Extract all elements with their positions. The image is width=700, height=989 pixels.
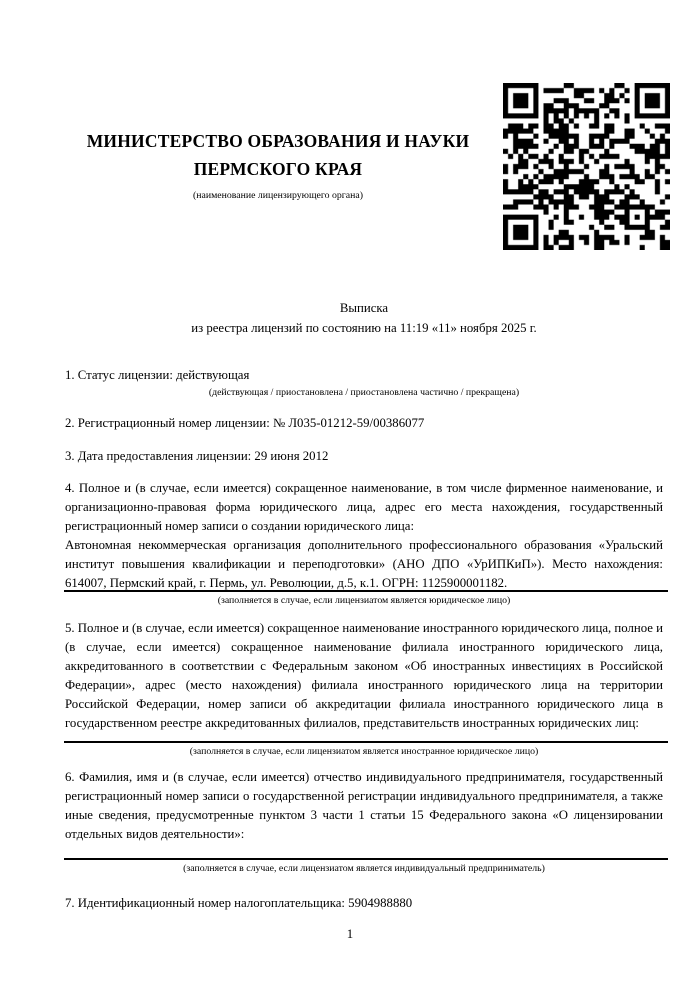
item-7-taxpayer-number: 7. Идентификационный номер налогоплательщика: 5904988880 (65, 896, 413, 910)
item-3-license-date: 3. Дата предоставления лицензии: 29 июня 2012 (65, 449, 329, 463)
document-title-line1: Выписка (339, 301, 389, 315)
ministry-name-line1: МИНИСТЕРСТВО ОБРАЗОВАНИЯ И НАУКИ (86, 131, 470, 151)
item-6-individual-entrepreneur: 6. Фамилия, имя и (в случае, если имеется) отчество индивидуального предпринимателя, государственный регистрационный номер записи о государственной регистрации индивидуального предпринимателя, а также иные сведения, предусмотренные пунктом 3 части 1 статьи 15 Федерального закона «О лицензировании отдельных видов деятельности»: (65, 770, 663, 841)
item-4-note: (заполняется в случае, если лицензиатом является юридическое лицо) (217, 595, 511, 606)
item-5-foreign-entity: 5. Полное и (в случае, если имеется) сокращенное наименование иностранного юридического лица, полное и (в случае, если имеется) сокращенное наименование филиала иностранного юридического лица, аккредитованного в соответствии с Федеральным законом «Об иностранных инвестициях в Российской Федерации», адрес (место нахождения) филиала иностранного юридического лица на территории Российской Федерации, номер записи об аккредитации филиала иностранного юридического лица в государственном реестре аккредитованных филиалов, представительств иностранных юридических лиц: (65, 621, 663, 730)
item-2-registration-number: 2. Регистрационный номер лицензии: № Л035-01212-59/00386077 (65, 416, 425, 430)
item-4-legal-entity (65, 479, 663, 593)
item-6-note: (заполняется в случае, если лицензиатом является индивидуальный предприниматель) (183, 863, 545, 874)
document-title (65, 298, 663, 338)
document-title-line2: из реестра лицензий по состоянию на 11:19 «11» ноября 2025 г. (191, 321, 537, 335)
item-4-value: Автономная некоммерческая организация дополнительного профессионального образования «Уральский институт повышения квалификации и переподготовки» (АНО ДПО «УрИПКиП»). Место нахождения: 614007, Пермский край, г. Пермь, ул. Революции, д.5, к.1. ОГРН: 1125900001182. (65, 538, 663, 590)
ministry-header (66, 127, 490, 202)
page-number: 1 (346, 927, 354, 941)
item-5-fill-line (64, 741, 668, 743)
item-6-fill-line (64, 858, 668, 860)
item-1-license-status: 1. Статус лицензии: действующая (65, 368, 250, 382)
item-5-note: (заполняется в случае, если лицензиатом является иностранное юридическое лицо) (189, 746, 539, 757)
item-4-fill-line (64, 590, 668, 592)
ministry-name (66, 127, 490, 183)
item-4-text: 4. Полное и (в случае, если имеется) сокращенное наименование, в том числе фирменное наименование, и организационно-правовая форма юридического лица, адрес его места нахождения, государственный регистрационный номер записи о создании юридического лица: (65, 481, 663, 533)
qr-code (503, 83, 670, 250)
ministry-caption: (наименование лицензирующего органа) (192, 190, 363, 201)
item-1-note: (действующая / приостановлена / приостановлена частично / прекращена) (208, 387, 520, 398)
ministry-name-line2: ПЕРМСКОГО КРАЯ (193, 159, 363, 179)
